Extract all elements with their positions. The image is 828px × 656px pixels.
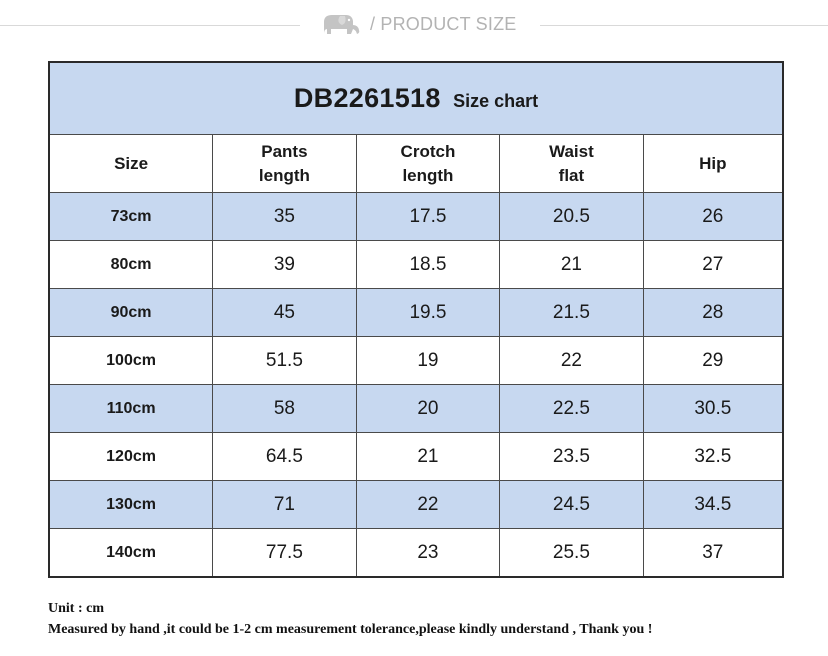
cell-crotch-length: 20 — [356, 385, 500, 433]
cell-crotch-length: 18.5 — [356, 241, 500, 289]
table-row — [49, 433, 783, 481]
cell-pants-length: 51.5 — [213, 337, 357, 385]
title-row — [49, 62, 783, 135]
cell-hip: 29 — [643, 337, 783, 385]
cell-crotch-length: 23 — [356, 529, 500, 578]
cell-size: 73cm — [49, 193, 213, 241]
column-header-waist-flat — [500, 135, 643, 193]
table-row — [49, 481, 783, 529]
header-divider-right — [540, 25, 828, 26]
cell-crotch-length: 19.5 — [356, 289, 500, 337]
table-row — [49, 337, 783, 385]
cell-pants-length: 45 — [213, 289, 357, 337]
cell-crotch-length: 17.5 — [356, 193, 500, 241]
cell-waist-flat: 21 — [500, 241, 643, 289]
cell-crotch-length: 22 — [356, 481, 500, 529]
column-header-pants-length-line-1: Pants — [261, 141, 308, 161]
size-chart-table — [48, 61, 784, 578]
cell-size: 80cm — [49, 241, 213, 289]
column-header-hip — [643, 135, 783, 193]
cell-crotch-length: 21 — [356, 433, 500, 481]
cell-hip: 32.5 — [643, 433, 783, 481]
header-divider-left — [0, 25, 300, 26]
table-row — [49, 385, 783, 433]
table-row — [49, 529, 783, 578]
cell-pants-length: 35 — [213, 193, 357, 241]
product-size-title: / PRODUCT SIZE — [370, 14, 517, 34]
elephant-icon — [318, 12, 364, 38]
cell-size: 90cm — [49, 289, 213, 337]
unit-note: Unit : cm — [48, 601, 104, 616]
cell-size: 100cm — [49, 337, 213, 385]
column-header-pants-length-line-2: length — [258, 165, 310, 185]
cell-size: 140cm — [49, 529, 213, 578]
cell-waist-flat: 21.5 — [500, 289, 643, 337]
cell-waist-flat: 22.5 — [500, 385, 643, 433]
product-size-header — [0, 8, 828, 42]
cell-size: 120cm — [49, 433, 213, 481]
cell-pants-length: 39 — [213, 241, 357, 289]
chart-title-cell — [49, 62, 783, 135]
cell-size: 130cm — [49, 481, 213, 529]
cell-size: 110cm — [49, 385, 213, 433]
column-header-hip-line-1: Hip — [699, 153, 727, 173]
measurement-note: Measured by hand ,it could be 1-2 cm measurement tolerance,please kindly understand , Thank you ! — [48, 622, 653, 637]
table-row — [49, 289, 783, 337]
table-row — [49, 241, 783, 289]
column-header-waist-flat-line-1: Waist — [549, 141, 594, 161]
column-header-size-line-1: Size — [114, 153, 149, 173]
cell-hip: 28 — [643, 289, 783, 337]
cell-hip: 26 — [643, 193, 783, 241]
column-header-crotch-length-line-1: Crotch — [400, 141, 456, 161]
cell-waist-flat: 24.5 — [500, 481, 643, 529]
column-header-pants-length — [213, 135, 357, 193]
size-chart-label: Size chart — [453, 91, 539, 111]
table-row — [49, 193, 783, 241]
cell-pants-length: 77.5 — [213, 529, 357, 578]
column-header-crotch-length — [356, 135, 500, 193]
cell-waist-flat: 22 — [500, 337, 643, 385]
column-header-waist-flat-line-2: flat — [558, 165, 585, 185]
cell-pants-length: 64.5 — [213, 433, 357, 481]
cell-hip: 34.5 — [643, 481, 783, 529]
cell-waist-flat: 25.5 — [500, 529, 643, 578]
cell-pants-length: 58 — [213, 385, 357, 433]
column-header-crotch-length-line-2: length — [402, 165, 454, 185]
cell-hip: 27 — [643, 241, 783, 289]
cell-waist-flat: 23.5 — [500, 433, 643, 481]
cell-pants-length: 71 — [213, 481, 357, 529]
cell-crotch-length: 19 — [356, 337, 500, 385]
cell-hip: 37 — [643, 529, 783, 578]
cell-waist-flat: 20.5 — [500, 193, 643, 241]
column-header-row — [49, 135, 783, 193]
cell-hip: 30.5 — [643, 385, 783, 433]
model-number: DB2261518 — [293, 83, 441, 113]
column-header-size — [49, 135, 213, 193]
